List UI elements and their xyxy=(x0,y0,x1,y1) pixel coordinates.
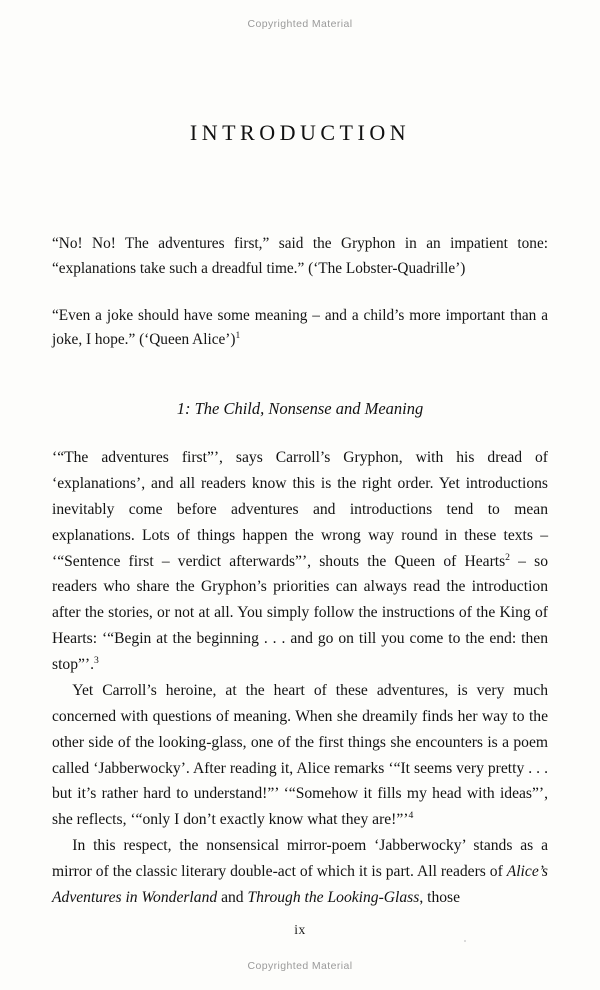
watermark-top: Copyrighted Material xyxy=(247,18,353,30)
page-title: INTRODUCTION xyxy=(189,120,411,145)
epigraph-first: “No! No! The adventures first,” said the Gryphon in an impatient tone: “explanations take such a dreadful time.” (‘The Lobster-Quadrille’) xyxy=(52,235,548,277)
paragraph-2-footnote-marker-a: 4 xyxy=(408,810,414,822)
paragraph-2-text-a: Yet Carroll’s heroine, at the heart of these adventures, is very much concerned with questions of meaning. When she dreamily finds her way to the other side of the looking-glass, one of the first things she encounters is a poem called ‘Jabberwocky’. After reading it, Alice remarks ‘“It seems very pretty . . . but it’s rather hard to understand!”’ ‘“Somehow it fills my head with ideas”’, she reflects, ‘“only I don’t exactly know what they are!”’ xyxy=(52,681,548,829)
paragraph-3 xyxy=(52,833,548,911)
book-title-looking-glass: Through the Looking-Glass xyxy=(247,888,420,906)
paragraph-1-footnote-marker-b: 3 xyxy=(94,654,99,666)
page-number: ix xyxy=(294,922,306,937)
paragraph-2 xyxy=(52,678,548,833)
paragraph-3-text-a: In this respect, the nonsensical mirror-poem ‘Jabberwocky’ stands as a mirror of the classic literary double-act of which it is part. All readers of xyxy=(52,837,548,881)
paragraph-1-text-a: ‘“The adventures first”’, says Carroll’s Gryphon, with his dread of ‘explanations’, and all readers know this is the right order. Yet introductions inevitably come before adventures and introductions tend to mean explanations. Lots of things happen the wrong way round in these texts – ‘“Sentence first – verdict afterwards”’, shouts the Queen of Hearts xyxy=(52,449,548,570)
page-content xyxy=(52,120,548,911)
book-title-wonderland: Alice’s Adventures in Wonderland xyxy=(52,863,548,906)
paragraph-1 xyxy=(52,445,548,678)
epigraph-second-text: “Even a joke should have some meaning – and a child’s more important than a joke, I hope.” (‘Queen Alice’) xyxy=(52,306,548,349)
paragraph-1-footnote-marker-a: 2 xyxy=(505,551,510,563)
watermark-bottom: Copyrighted Material xyxy=(247,960,353,972)
paper-speck xyxy=(464,940,466,942)
paragraph-3-text-b: and xyxy=(217,888,248,906)
section-heading: 1: The Child, Nonsense and Meaning xyxy=(176,399,424,419)
epigraph-second xyxy=(52,304,548,354)
paragraph-3-text-c: , those xyxy=(419,888,461,906)
paragraph-1-text-b: – so readers who share the Gryphon’s priorities can always read the introduction after the stories, or not at all. You simply follow the instructions of the King of Hearts: ‘“Begin at the beginning . . . and go on till you come to the end: then stop”’. xyxy=(52,552,548,674)
epigraph-footnote-marker: 1 xyxy=(235,331,241,342)
